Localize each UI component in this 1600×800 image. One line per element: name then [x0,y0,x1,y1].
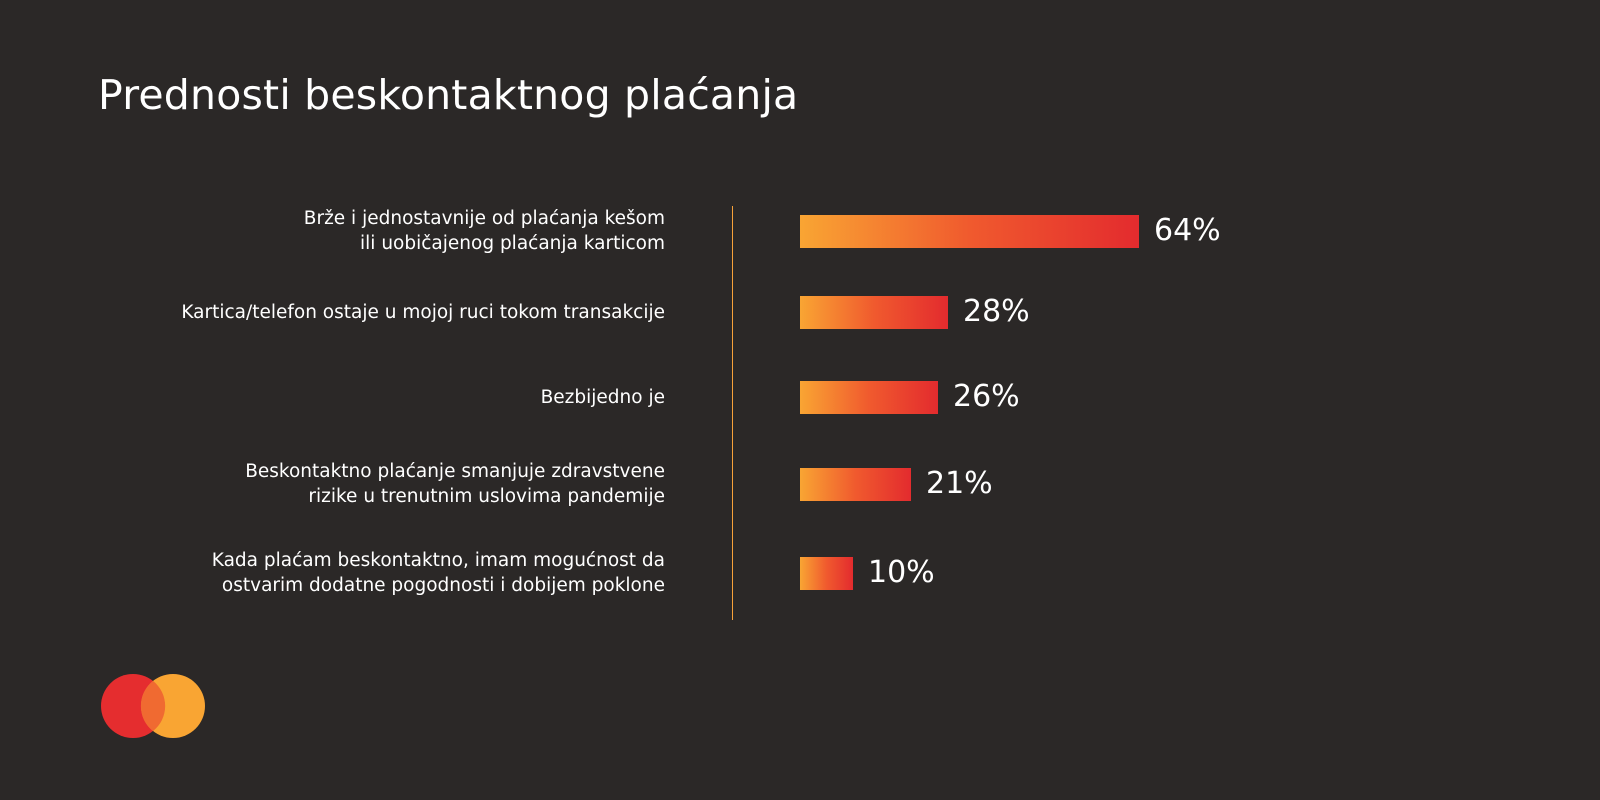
category-label-line: Kada plaćam beskontaktno, imam mogućnost da [211,550,665,571]
data-label: 21% [926,466,993,501]
bar [800,468,911,501]
mastercard-logo-icon [101,674,205,738]
data-label: 10% [868,555,935,590]
category-label-line: ili uobičajenog plaćanja karticom [360,233,665,254]
category-label [105,206,665,256]
category-label-line: Beskontaktno plaćanje smanjuje zdravstvene [245,461,665,482]
bar [800,557,853,590]
category-label [105,548,665,598]
page-title: Prednosti beskontaktnog plaćanja [98,71,799,119]
data-label: 64% [1154,213,1221,248]
category-label [105,459,665,509]
category-label-line: Brže i jednostavnije od plaćanja kešom [303,208,665,229]
category-label [105,385,665,410]
category-label-line: ostvarim dodatne pogodnosti i dobijem poklone [221,575,665,596]
category-label-line: rizike u trenutnim uslovima pandemije [308,486,665,507]
bar [800,296,948,329]
axis-divider [732,206,733,620]
data-label: 26% [953,379,1020,414]
bar [800,215,1139,248]
data-label: 28% [963,294,1030,329]
category-label [105,300,665,325]
category-label-line: Bezbijedno je [540,386,665,408]
category-label-line: Kartica/telefon ostaje u mojoj ruci tokom transakcije [181,301,665,323]
bar [800,381,938,414]
